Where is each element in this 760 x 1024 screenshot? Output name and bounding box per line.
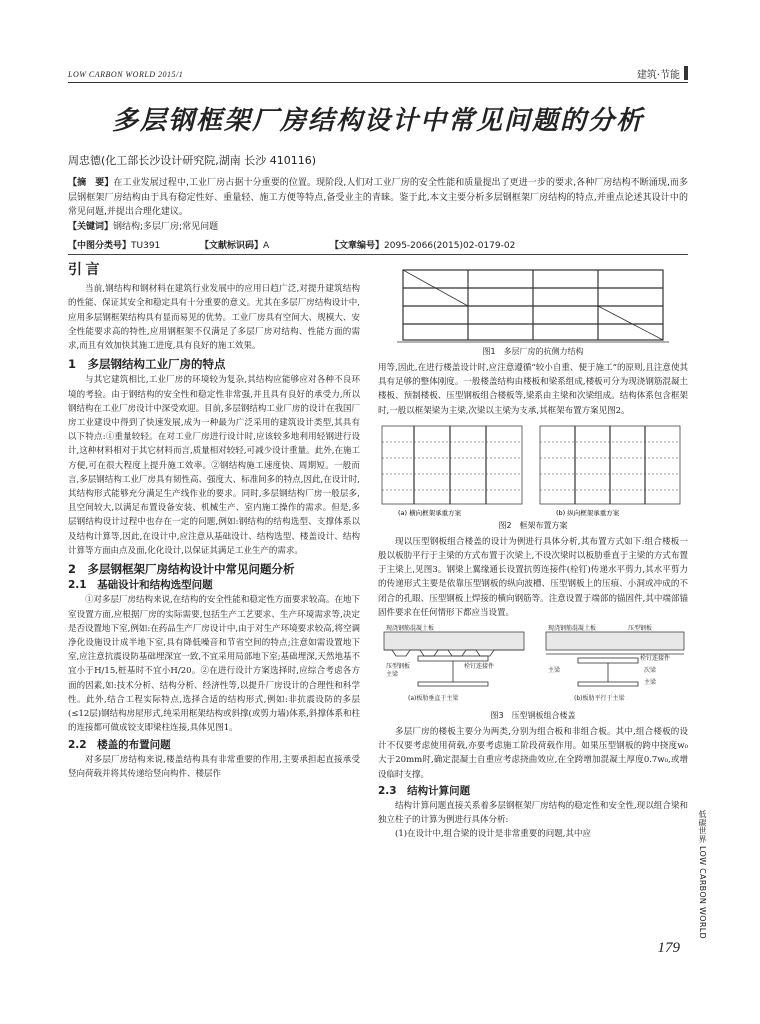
section-2-2-paragraph: 对多层厂房结构来说,楼盖结构具有非常重要的作用,主要承担起直接承受竖向荷载并将其传递给竖向构件、楼层作 bbox=[68, 754, 360, 779]
fig3-label-9: 主梁 bbox=[644, 679, 657, 687]
page-number: 179 bbox=[657, 940, 680, 956]
right-paragraph-1: 用等,因此,在进行楼盖设计时,应注意遵循“较小自重、便于施工”的原则,且注意使其具有足够的整体刚度。一般楼盖结构由楼板和梁系组成,楼板可分为现浇钢筋混凝土楼板、预制楼板、压型钢板组合楼板等,梁系由主梁和次梁组成。结构体系包含框架时,一般以框架梁为主梁,次梁以主梁为支承,其框架布置方案见图2。 bbox=[378, 363, 688, 416]
doc-code-field: 【文献标识码】A bbox=[200, 241, 270, 251]
figure-1-caption: 图1 多层厂房的抗侧力结构 bbox=[482, 347, 584, 356]
fig3-label-0: 现浇钢筋混凝土板 bbox=[386, 625, 435, 633]
meta-rule bbox=[68, 254, 688, 255]
section-2-1-heading: 2.1 基础设计和结构选型问题 bbox=[68, 579, 213, 592]
figure-3-sub-a: (a)板肋垂直于主梁 bbox=[408, 695, 459, 703]
right-paragraph-5: (1)在设计中,组合梁的设计是非常重要的问题,其中应 bbox=[395, 829, 591, 840]
right-column bbox=[378, 262, 688, 842]
figure-3-composite-floor bbox=[378, 624, 688, 710]
abstract-text: 在工业发展过程中,工业厂房占据十分重要的位置。现阶段,人们对工业厂房的安全性能和质量提出了更进一步的要求,各种厂房结构不断涌现,而多层钢框架厂房结构由于具有稳定性好、重量轻、施工方便等特点,备受业主的青睐。鉴于此,本文主要分析多层钢框架厂房结构的特点,并重点论述其设计中的常见问题,并提出合理化建议。 bbox=[68, 178, 688, 217]
journal-header: LOW CARBON WORLD 2015/1 bbox=[68, 70, 184, 79]
figure-2-framing-plan bbox=[378, 422, 688, 520]
fig3-label-1: 压型钢板 bbox=[386, 663, 411, 671]
abstract-label: 【摘 要】 bbox=[68, 178, 114, 188]
fig3-label-7: 栓钉连接件 bbox=[640, 655, 671, 663]
figure-2-sub-a: (a) 横向框架承重方案 bbox=[398, 508, 462, 517]
fig3-label-2: 主梁 bbox=[386, 671, 399, 679]
header-rule bbox=[68, 82, 688, 83]
keywords-text: 钢结构;多层厂房;常见问题 bbox=[113, 221, 219, 232]
section-2-2-heading: 2.2 楼盖的布置问题 bbox=[68, 738, 171, 751]
fig3-label-5: 压型钢板 bbox=[628, 625, 653, 633]
figure-3-caption: 图3 压型钢板组合楼盖 bbox=[490, 711, 576, 721]
intro-heading: 引 言 bbox=[68, 263, 100, 278]
fig3-label-3: 栓钉连接件 bbox=[464, 663, 495, 671]
right-paragraph-4: 结构计算问题直接关系着多层钢框架厂房结构的稳定性和安全性,现以组合梁和独立柱子的计算为例进行具体分析: bbox=[378, 801, 688, 826]
fig3-label-4: 现浇钢筋混凝土板 bbox=[548, 625, 597, 633]
left-column bbox=[68, 262, 360, 781]
intro-paragraph: 当前,钢结构和钢材料在建筑行业发展中的应用日趋广泛,对提升建筑结构的性能、保证其安全和稳定具有十分重要的意义。尤其在多层厂房结构设计中,应用多层钢框架结构具有显而易见的优势。工业厂房具有空间大、规模大、安全性能要求高的特性,应用钢框架不仅满足了多层厂房对结构、性能方面的需求,而且有效加快其施工进度,具有良好的施工效果。 bbox=[68, 284, 360, 352]
side-journal-text: 低碳世界 LOW CARBON WORLD bbox=[698, 810, 707, 939]
section-2-1-paragraph: ①对多层厂房结构来说,在结构的安全性能和稳定性方面要求较高。在地下室设置方面,应根据厂房的实际需要,包括生产工艺要求、生产环境需求等,决定是否设置地下室,例如:在药品生产厂房设计中,由于对生产环境要求较高,将空调净化设施设计成半地下室,具有降低噪音和节省空间的特点;注意如需设置地下室,应注意抗震设防基础埋深宜一致,不宜采用局部地下室;基础埋深,天然地基不宜小于H/15,桩基时不宜小H/20。②在进行设计方案选择时,应综合考虑各方面的因素,如:技术分析、结构分析、经济性等,以提升厂房设计的合理性和科学性。此外,结合工程实际特点,选择合适的结构形式,例如:非抗震设防的多层(≤12层)钢结构房屋形式,纯采用框架结构或斜撑(或剪力墙)体系,斜撑体系和柱的连接都可做成铰支即梁柱连接,具体见图1。 bbox=[68, 595, 360, 734]
figure-3-sub-b: (b)板肋平行于主梁 bbox=[574, 695, 625, 703]
author-line: 周忠德(化工部长沙设计研究院,湖南 长沙 410116) bbox=[68, 154, 317, 167]
abstract-block bbox=[68, 176, 688, 234]
section-1-heading: 1 多层钢结构工业厂房的特点 bbox=[68, 357, 226, 372]
article-no-field: 【文章编号】2095-2066(2015)02-0179-02 bbox=[330, 241, 516, 251]
figure-2-caption: 图2 框架布置方案 bbox=[498, 520, 568, 530]
section-2-3-heading: 2.3 结构计算问题 bbox=[378, 784, 471, 797]
paper-title: 多层钢框架厂房结构设计中常见问题的分析 bbox=[111, 106, 644, 136]
clc-field: 【中图分类号】TU391 bbox=[68, 241, 161, 251]
section-1-paragraph: 与其它建筑相比,工业厂房的环境较为复杂,其结构应能够应对各种不良环境的考验。由于钢结构的安全性和稳定性非常强,并且具有良好的承受力,所以钢结构在工业厂房设计中深受欢迎。目前,多层钢结构工业厂房的设计在我国厂房工业建设中得到了快速发展,成为一种最为广泛采用的建筑设计类型,其具有以下特点:①重量较轻。在对工业厂房进行设计时,应该较多地利用轻钢进行设计,这种材料相对于其它材料而言,质量相对较轻,可减少设计重量。此外,在施工方便,可在很大程度上提升施工效率。②钢结构施工速度快、周期短。一般而言,多层钢结构工业厂房具有韧性高、强度大、标准间多的特点,因此,在设计时,其结构形式能够充分满足生产线作业的要求。同时,多层钢结构厂房一般层多,且空间较大,以满足布置设备安装、机械生产、室内施工操作的需求。但是,多层钢结构设计过程中也存在一定的问题,例如:钢结构的结构选型、支撑体系以及结构计算等,因此,在设计中,应注意从基础设计、结构选型、楼盖设计、结构计算等方面由点及面,化化设计,以保证其满足工业生产的需求。 bbox=[68, 375, 360, 556]
fig3-label-6: 主梁 bbox=[548, 667, 561, 675]
section-label: 建筑·节能 bbox=[636, 70, 680, 81]
fig3-label-8: 次梁 bbox=[644, 667, 657, 675]
keywords-label: 【关键词】 bbox=[68, 221, 114, 232]
section-2-heading: 2 多层钢框架厂房结构设计中常见问题分析 bbox=[68, 562, 295, 577]
right-paragraph-3: 多层厂房的楼板主要分为两类,分别为组合板和非组合板。其中,组合楼板的设计不仅要考虑使用荷载,亦要考虑施工阶段荷载作用。如果压型钢板的跨中挠度w₀大于20mm时,确定混凝土自重应考虑挠曲效应,在全跨增加混凝土厚度0.7w₀,或增设临时支撑。 bbox=[378, 727, 688, 780]
right-paragraph-2: 现以压型钢板组合楼盖的设计为例进行具体分析,其布置方式如下:组合楼板一般以板肋平行于主梁的方式布置于次梁上,不设次梁时以板肋垂直于主梁的方式布置于主梁上,见图3。钢梁上翼缘通长设置抗剪连接件(栓钉)传递水平剪力,其水平剪力的传递形式主要是依靠压型钢板的纵向波槽、压型钢板上的压痕、小洞或冲成的不闭合的孔眼、压型钢板上焊接的横向钢筋等。注意设置于端部的锚固件,其中端部锚固件要求在任何情形下都应当设置。 bbox=[378, 536, 688, 618]
header-bar bbox=[684, 66, 688, 80]
figure-1-frame-diagram bbox=[383, 264, 683, 346]
figure-2-sub-b: (b) 纵向框架承重方案 bbox=[556, 508, 620, 517]
